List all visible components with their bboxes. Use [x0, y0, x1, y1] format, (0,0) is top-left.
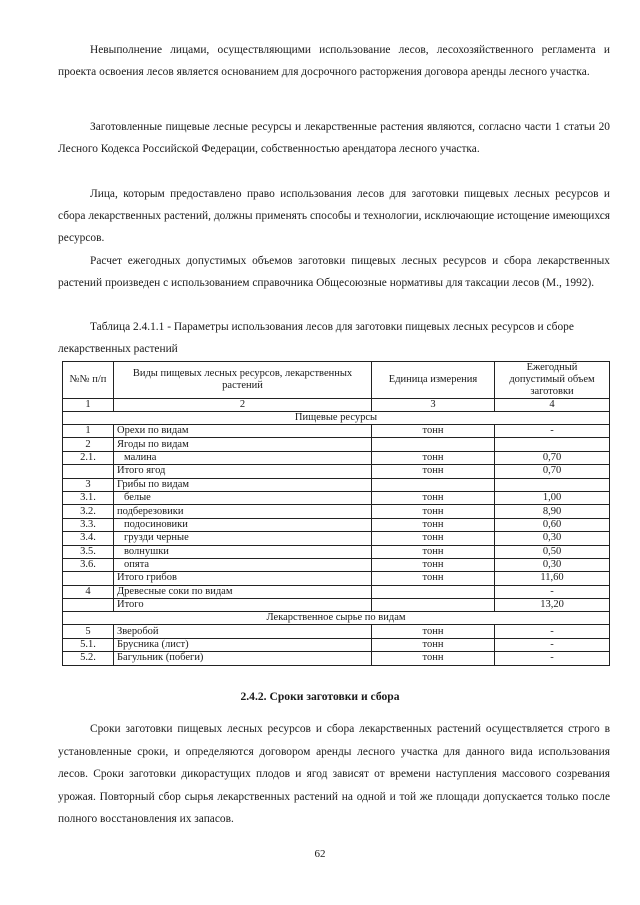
- row-unit: тонн: [372, 465, 495, 478]
- row-unit: тонн: [372, 518, 495, 531]
- row-value: 0,70: [495, 465, 610, 478]
- table-row: [63, 478, 610, 491]
- row-number: 2.1.: [63, 451, 114, 464]
- row-number: 5.1.: [63, 638, 114, 651]
- row-resource-name: Брусника (лист): [114, 638, 372, 651]
- row-unit: [372, 438, 495, 451]
- row-number: [63, 465, 114, 478]
- row-resource-name: Орехи по видам: [114, 425, 372, 438]
- table-body: [63, 399, 610, 666]
- row-number: [63, 599, 114, 612]
- row-value: 0,50: [495, 545, 610, 558]
- table-row: [63, 425, 610, 438]
- row-value: -: [495, 638, 610, 651]
- row-number: 3.2.: [63, 505, 114, 518]
- table-row: [63, 599, 610, 612]
- row-unit: тонн: [372, 652, 495, 665]
- row-value: 0,70: [495, 451, 610, 464]
- row-value: [495, 438, 610, 451]
- row-number: 1: [63, 425, 114, 438]
- index-cell: 3: [372, 399, 495, 412]
- paragraph-methods: Лица, которым предоставлено право использования лесов для заготовки пищевых лесных ресурсов и сбора лекарственных растений, должны применять способы и технологии, исключающие истощение имеющихся ресурсов.: [58, 188, 610, 244]
- paragraph-ownership: Заготовленные пищевые лесные ресурсы и лекарственные растения являются, согласно части 1 статьи 20 Лесного Кодекса Российской Федерации, собственностью арендатора лесного участка.: [58, 121, 610, 155]
- row-unit: тонн: [372, 638, 495, 651]
- table-row: [63, 491, 610, 504]
- row-number: 2: [63, 438, 114, 451]
- row-resource-name: подберезовики: [114, 505, 372, 518]
- row-unit: тонн: [372, 451, 495, 464]
- table-row: [63, 572, 610, 585]
- resources-table: [62, 361, 610, 666]
- row-value: 0,60: [495, 518, 610, 531]
- table-row: [63, 505, 610, 518]
- index-cell: 4: [495, 399, 610, 412]
- row-unit: [372, 478, 495, 491]
- table-caption: Таблица 2.4.1.1 - Параметры использования лесов для заготовки пищевых лесных ресурсов и сборе лекарственных растений: [58, 321, 574, 355]
- row-unit: тонн: [372, 505, 495, 518]
- paragraph-harvest-terms: Сроки заготовки пищевых лесных ресурсов и сбора лекарственных растений осуществляется строго в установленные сроки, и определяются договором аренды лесного участка для данного вида использования лесов. Сроки заготовки дикорастущих плодов и ягод зависят от времени наступления массового созревания урожая. Повторный сбор сырья лекарственных растений на одной и той же площади допускается только после полного восстановления их запасов.: [58, 723, 610, 825]
- index-cell: 2: [114, 399, 372, 412]
- row-value: 8,90: [495, 505, 610, 518]
- section-row-medicinal: [63, 612, 610, 625]
- section-medicinal-label: Лекарственное сырье по видам: [63, 612, 610, 625]
- table-row: [63, 532, 610, 545]
- row-number: 3: [63, 478, 114, 491]
- row-number: 3.1.: [63, 491, 114, 504]
- row-resource-name: волнушки: [114, 545, 372, 558]
- row-resource-name: грузди черные: [114, 532, 372, 545]
- row-number: 3.3.: [63, 518, 114, 531]
- row-resource-name: Ягоды по видам: [114, 438, 372, 451]
- header-resource-type: Виды пищевых лесных ресурсов, лекарственных растений: [114, 362, 372, 399]
- row-resource-name: Итого грибов: [114, 572, 372, 585]
- section-heading: 2.4.2. Сроки заготовки и сбора: [240, 690, 400, 703]
- row-value: -: [495, 425, 610, 438]
- row-value: 11,60: [495, 572, 610, 585]
- table-row: [63, 652, 610, 665]
- index-row: [63, 399, 610, 412]
- row-unit: [372, 599, 495, 612]
- row-unit: тонн: [372, 491, 495, 504]
- row-value: -: [495, 652, 610, 665]
- section-row-food: [63, 412, 610, 425]
- row-value: -: [495, 625, 610, 638]
- row-unit: тонн: [372, 545, 495, 558]
- row-number: [63, 572, 114, 585]
- row-value: [495, 478, 610, 491]
- row-resource-name: Грибы по видам: [114, 478, 372, 491]
- page-number: 62: [314, 848, 326, 860]
- row-unit: тонн: [372, 425, 495, 438]
- header-annual-volume: Ежегодный допустимый объем заготовки: [495, 362, 610, 399]
- row-value: 13,20: [495, 599, 610, 612]
- row-number: 4: [63, 585, 114, 598]
- row-resource-name: малина: [114, 451, 372, 464]
- row-resource-name: Зверобой: [114, 625, 372, 638]
- row-unit: тонн: [372, 572, 495, 585]
- table-row: [63, 585, 610, 598]
- row-resource-name: подосиновики: [114, 518, 372, 531]
- row-value: 0,30: [495, 558, 610, 571]
- paragraph-early-termination: Невыполнение лицами, осуществляющими использование лесов, лесохозяйственного регламента и проекта освоения лесов является основанием для досрочного расторжения договора аренды лесного участка.: [58, 44, 610, 78]
- table-row: [63, 638, 610, 651]
- header-number: №№ п/п: [63, 362, 114, 399]
- index-cell: 1: [63, 399, 114, 412]
- table-row: [63, 558, 610, 571]
- table-row: [63, 451, 610, 464]
- row-unit: тонн: [372, 558, 495, 571]
- row-value: 0,30: [495, 532, 610, 545]
- row-resource-name: Древесные соки по видам: [114, 585, 372, 598]
- header-unit: Единица измерения: [372, 362, 495, 399]
- table-row: [63, 438, 610, 451]
- section-food-label: Пищевые ресурсы: [63, 412, 610, 425]
- row-resource-name: белые: [114, 491, 372, 504]
- row-resource-name: опята: [114, 558, 372, 571]
- row-number: 5: [63, 625, 114, 638]
- row-unit: [372, 585, 495, 598]
- table-row: [63, 545, 610, 558]
- row-value: -: [495, 585, 610, 598]
- row-number: 3.4.: [63, 532, 114, 545]
- row-resource-name: Багульник (побеги): [114, 652, 372, 665]
- row-number: 3.6.: [63, 558, 114, 571]
- row-value: 1,00: [495, 491, 610, 504]
- row-unit: тонн: [372, 532, 495, 545]
- row-number: 5.2.: [63, 652, 114, 665]
- row-resource-name: Итого ягод: [114, 465, 372, 478]
- row-resource-name: Итого: [114, 599, 372, 612]
- table-row: [63, 518, 610, 531]
- row-unit: тонн: [372, 625, 495, 638]
- row-number: 3.5.: [63, 545, 114, 558]
- table-row: [63, 465, 610, 478]
- paragraph-calculation: Расчет ежегодных допустимых объемов заготовки пищевых лесных ресурсов и сбора лекарственных растений произведен с использованием справочника Общесоюзные нормативы для таксации лесов (М., 1992).: [58, 255, 610, 289]
- table-row: [63, 625, 610, 638]
